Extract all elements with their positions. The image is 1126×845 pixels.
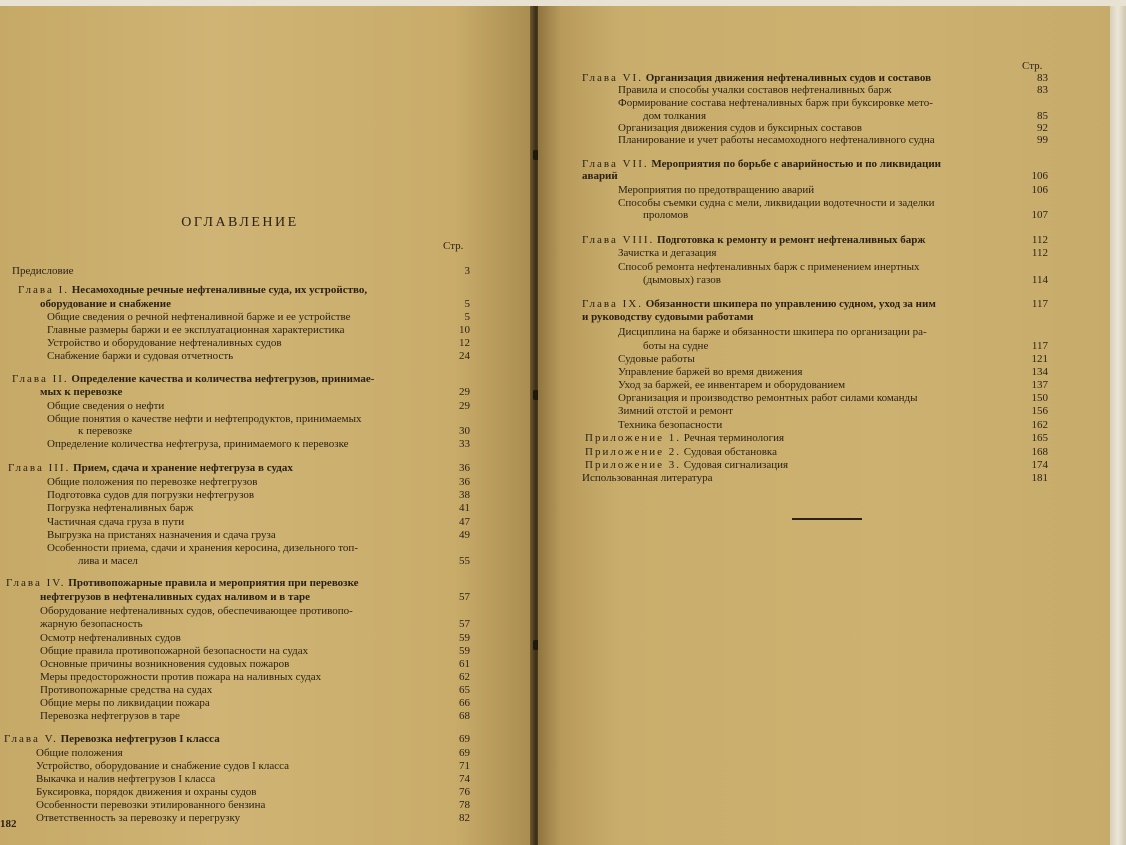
toc-entry-line: Ответственность за перевозку и перегрузку — [36, 812, 241, 824]
toc-entry-line: Организация и производство ремонтных работ силами команды — [618, 392, 918, 404]
toc-page-number: 71 — [459, 760, 470, 772]
toc-page-number: 69 — [459, 733, 470, 745]
toc-page-number: 36 — [459, 476, 470, 488]
toc-entry-line: Особенности перевозки этилированного бензина — [36, 799, 266, 811]
toc-entry-line: к перевозке — [78, 425, 133, 437]
toc-entry-line: Судовые работы — [618, 353, 695, 365]
toc-entry-line: Общие сведения о речной нефтеналивной барже и ее устройстве — [47, 311, 351, 323]
toc-page-number: 65 — [459, 684, 470, 696]
toc-page-number: 68 — [459, 710, 470, 722]
toc-entry-line: Общие понятия о качестве нефти и нефтепродуктов, принимаемых — [47, 413, 362, 425]
toc-page-number: 36 — [459, 462, 470, 474]
toc-entry-line: Устройство, оборудование и снабжение судов I класса — [36, 760, 290, 772]
toc-entry-line: Определение количества нефтегруза, принимаемого к перевозке — [47, 438, 349, 450]
toc-page-number: 62 — [459, 671, 470, 683]
toc-page-number: 49 — [459, 529, 470, 541]
toc-page-number: 61 — [459, 658, 470, 670]
end-rule — [792, 518, 862, 520]
toc-page-number: 41 — [459, 502, 470, 514]
toc-entry-line: Особенности приема, сдачи и хранения керосина, дизельного топ- — [47, 542, 358, 554]
toc-page-number: 47 — [459, 516, 470, 528]
toc-page-number: 3 — [464, 265, 470, 277]
toc-page-number: 156 — [1031, 405, 1048, 417]
toc-entry-line: Меры предосторожности против пожара на наливных судах — [40, 671, 322, 683]
toc-page-number: 107 — [1031, 209, 1048, 221]
toc-page-number: 181 — [1031, 472, 1048, 484]
toc-page-number: 76 — [459, 786, 470, 798]
toc-page-number: 69 — [459, 747, 470, 759]
toc-entry-line: Формирование состава нефтеналивных барж при буксировке мето- — [618, 97, 933, 109]
toc-entry-line: Способы съемки судна с мели, ликвидации водотечности и заделки — [618, 197, 935, 209]
page-column-header: Стр. — [443, 240, 464, 252]
toc-page-number: 165 — [1031, 432, 1048, 444]
toc-page-number: 57 — [459, 591, 470, 603]
toc-entry-line: жарную безопасность — [40, 618, 143, 630]
right-page — [538, 0, 1114, 845]
toc-page-number: 85 — [1037, 110, 1048, 122]
toc-page-number: 29 — [459, 386, 470, 398]
toc-entry-line: Управление баржей во время движения — [618, 366, 803, 378]
toc-page-number: 168 — [1031, 446, 1048, 458]
toc-page-number: 10 — [459, 324, 470, 336]
toc-chapter-line: оборудование и снабжение — [40, 298, 171, 310]
toc-chapter-line: Глава VII. Мероприятия по борьбе с аварийностью и по ликвидации — [582, 158, 941, 170]
toc-entry-line: Организация движения судов и буксирных составов — [618, 122, 862, 134]
toc-page-number: 117 — [1031, 298, 1048, 310]
toc-entry-line: Выкачка и налив нефтегрузов I класса — [36, 773, 216, 785]
toc-entry-line: Общие положения — [36, 747, 123, 759]
toc-page-number: 121 — [1031, 353, 1048, 365]
toc-entry-line: Противопожарные средства на судах — [40, 684, 213, 696]
toc-entry-line: Общие меры по ликвидации пожара — [40, 697, 210, 709]
toc-chapter-line: Глава I. Несамоходные речные нефтеналивные суда, их устройство, — [18, 284, 368, 296]
toc-page-number: 162 — [1031, 419, 1048, 431]
toc-page-number: 12 — [459, 337, 470, 349]
toc-entry-line: Основные причины возникновения судовых пожаров — [40, 658, 290, 670]
toc-page-number: 5 — [464, 311, 470, 323]
toc-entry-line: Погрузка нефтеналивных барж — [47, 502, 194, 514]
toc-entry-line: боты на судне — [643, 340, 709, 352]
toc-page-number: 83 — [1037, 84, 1048, 96]
toc-entry-line: Правила и способы учалки составов нефтеналивных барж — [618, 84, 892, 96]
toc-entry-line: Снабжение баржи и судовая отчетность — [47, 350, 234, 362]
toc-entry-line: Предисловие — [12, 265, 74, 277]
toc-title: ОГЛАВЛЕНИЕ — [181, 215, 299, 230]
toc-entry-line: Дисциплина на барже и обязанности шкипера по организации ра- — [618, 326, 927, 338]
toc-page-number: 150 — [1031, 392, 1048, 404]
toc-page-number: 57 — [459, 618, 470, 630]
toc-page-number: 33 — [459, 438, 470, 450]
toc-entry-line: Выгрузка на пристанях назначения и сдача груза — [47, 529, 276, 541]
toc-page-number: 117 — [1031, 340, 1048, 352]
toc-page-number: 78 — [459, 799, 470, 811]
toc-entry-line: Приложение 2. Судовая обстановка — [585, 446, 777, 458]
toc-page-number: 59 — [459, 632, 470, 644]
toc-entry-line: Уход за баржей, ее инвентарем и оборудованием — [618, 379, 846, 391]
background-strip — [0, 0, 1126, 6]
toc-entry-line: Общие положения по перевозке нефтегрузов — [47, 476, 258, 488]
toc-chapter-line: мых к перевозке — [40, 386, 123, 398]
toc-entry-line: Использованная литература — [582, 472, 713, 484]
toc-page-number: 112 — [1031, 234, 1048, 246]
toc-page-number: 38 — [459, 489, 470, 501]
page-edge — [1110, 0, 1126, 845]
toc-chapter-line: Глава II. Определение качества и количества нефтегрузов, принимае- — [12, 373, 375, 385]
toc-page-number: 30 — [459, 425, 470, 437]
toc-page-number: 5 — [464, 298, 470, 310]
toc-entry-line: Перевозка нефтегрузов в таре — [40, 710, 180, 722]
page-column-header: Стр. — [1022, 60, 1043, 72]
toc-page-number: 106 — [1031, 170, 1048, 182]
toc-page-number: 59 — [459, 645, 470, 657]
toc-entry-line: Частичная сдача груза в пути — [47, 516, 185, 528]
toc-entry-line: Техника безопасности — [618, 419, 723, 431]
toc-page-number: 137 — [1031, 379, 1048, 391]
toc-entry-line: Зачистка и дегазация — [618, 247, 717, 259]
toc-page-number: 29 — [459, 400, 470, 412]
toc-page-number: 114 — [1031, 274, 1048, 286]
toc-entry-line: Общие сведения о нефти — [47, 400, 165, 412]
toc-entry-line: дом толкания — [643, 110, 706, 122]
toc-entry-line: Оборудование нефтеналивных судов, обеспечивающее противопо- — [40, 605, 353, 617]
toc-page-number: 99 — [1037, 134, 1048, 146]
toc-chapter-line: и руководству судовыми работами — [582, 311, 754, 323]
toc-page-number: 82 — [459, 812, 470, 824]
left-page — [0, 0, 534, 845]
toc-chapter-line: Глава VIII. Подготовка к ремонту и ремонт нефтеналивных барж — [582, 234, 926, 246]
toc-page-number: 106 — [1031, 184, 1048, 196]
toc-chapter-line: нефтегрузов в нефтеналивных судах наливом и в таре — [40, 591, 311, 603]
toc-page-number: 66 — [459, 697, 470, 709]
toc-entry-line: Зимний отстой и ремонт — [618, 405, 733, 417]
page-folio: 182 — [0, 818, 17, 830]
toc-entry-line: Главные размеры баржи и ее эксплуатационная характеристика — [47, 324, 345, 336]
toc-entry-line: Общие правила противопожарной безопасности на судах — [40, 645, 309, 657]
toc-entry-line: проломов — [643, 209, 689, 221]
toc-entry-line: Мероприятия по предотвращению аварий — [618, 184, 815, 196]
toc-chapter-line: Глава V. Перевозка нефтегрузов I класса — [4, 733, 220, 745]
toc-entry-line: Способ ремонта нефтеналивных барж с применением инертных — [618, 261, 920, 273]
toc-entry-line: Планирование и учет работы несамоходного нефтеналивного судна — [618, 134, 935, 146]
toc-chapter-line: Глава III. Прием, сдача и хранение нефтегруза в судах — [8, 462, 293, 474]
toc-entry-line: Приложение 1. Речная терминология — [585, 432, 785, 444]
toc-chapter-line: Глава IV. Противопожарные правила и мероприятия при перевозке — [6, 577, 359, 589]
toc-entry-line: Осмотр нефтеналивных судов — [40, 632, 181, 644]
toc-chapter-line: аварий — [582, 170, 618, 182]
toc-entry-line: Буксировка, порядок движения и охраны судов — [36, 786, 257, 798]
toc-page-number: 92 — [1037, 122, 1048, 134]
toc-entry-line: Приложение 3. Судовая сигнализация — [585, 459, 789, 471]
toc-page-number: 74 — [459, 773, 470, 785]
toc-page-number: 134 — [1031, 366, 1048, 378]
toc-entry-line: Подготовка судов для погрузки нефтегрузов — [47, 489, 255, 501]
toc-page-number: 174 — [1031, 459, 1048, 471]
toc-page-number: 24 — [459, 350, 470, 362]
toc-chapter-line: Глава IX. Обязанности шкипера по управлению судном, уход за ним — [582, 298, 936, 310]
toc-entry-line: Устройство и оборудование нефтеналивных судов — [47, 337, 282, 349]
toc-page-number: 112 — [1031, 247, 1048, 259]
toc-page-number: 55 — [459, 555, 470, 567]
toc-entry-line: (дымовых) газов — [643, 274, 721, 286]
toc-page-number: 83 — [1037, 72, 1048, 84]
toc-entry-line: лива и масел — [78, 555, 138, 567]
toc-chapter-line: Глава VI. Организация движения нефтеналивных судов и составов — [582, 72, 932, 84]
